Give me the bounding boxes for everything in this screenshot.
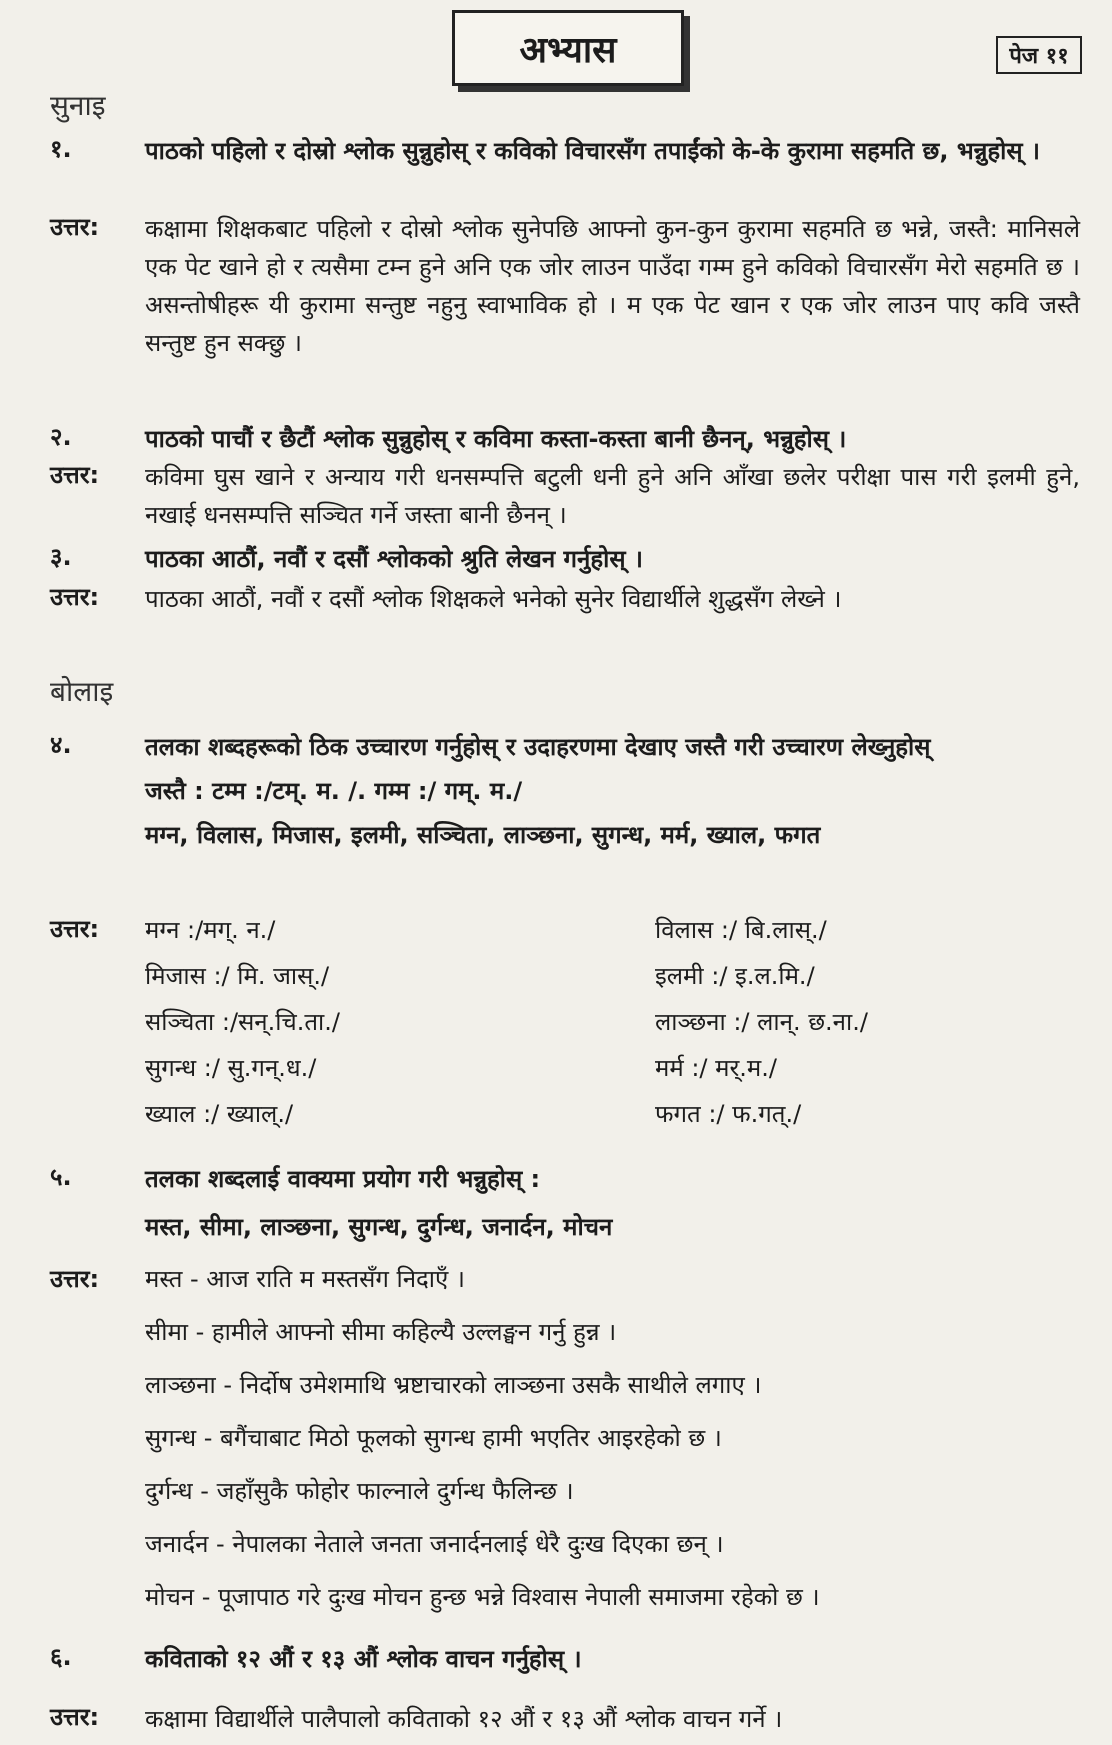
question-4 [50, 728, 1080, 854]
pronunciation-item: मग्न :/मग्. न./ [145, 916, 276, 944]
question-text: पाठका आठौं, नवौं र दसौं श्लोकको श्रुति लेखन गर्नुहोस् । [145, 545, 644, 573]
question-body [145, 1160, 1080, 1246]
answer-2 [50, 458, 1080, 534]
pronunciation-item: लाञ्छना :/ लान्. छ.ना./ [655, 1008, 868, 1036]
question-text: पाठको पाचौं र छैटौं श्लोक सुन्नुहोस् र कविमा कस्ता-कस्ता बानी छैनन्, भन्नुहोस् । [145, 425, 847, 453]
section-heading-speaking: बोलाइ [50, 675, 114, 708]
sentence-item: मोचन - पूजापाठ गरे दुःख मोचन हुन्छ भन्ने विश्वास नेपाली समाजमा रहेको छ । [145, 1583, 820, 1611]
sentence-item: मस्त - आज राति म मस्तसँग निदाएँ । [145, 1265, 466, 1293]
question-number: ५. [50, 1163, 72, 1191]
question-text: कविताको १२ औं र १३ औं श्लोक वाचन गर्नुहोस् । [145, 1645, 582, 1673]
question-number: १. [50, 135, 72, 163]
question-1 [50, 132, 1080, 170]
answer-text: कविमा घुस खाने र अन्याय गरी धनसम्पत्ति बटुली धनी हुने अनि आँखा छलेर परीक्षा पास गरी इलमी हुने, नखाई धनसम्पत्ति सञ्चित गर्ने जस्ता बानी छैनन् । [145, 463, 1080, 529]
question-text: तलका शब्दहरूको ठिक उच्चारण गर्नुहोस् र उदाहरणमा देखाए जस्तै गरी उच्चारण लेख्नुहोस् [145, 733, 931, 761]
pronunciation-item: मर्म :/ मर्.म./ [655, 1054, 777, 1082]
sentence-item: दुर्गन्ध - जहाँसुकै फोहोर फाल्नाले दुर्गन्ध फैलिन्छ । [145, 1477, 574, 1505]
question-number: ६. [50, 1643, 72, 1671]
word-list: मस्त, सीमा, लाञ्छना, सुगन्ध, दुर्गन्ध, जनार्दन, मोचन [145, 1213, 613, 1241]
sentence-item: जनार्दन - नेपालका नेताले जनता जनार्दनलाई धेरै दुःख दिएका छन् । [145, 1530, 724, 1558]
answer-label: उत्तर: [50, 915, 100, 943]
answer-label: उत्तर: [50, 1265, 100, 1293]
pronunciation-item: सुगन्ध :/ सु.गन्.ध./ [145, 1054, 317, 1082]
sentence-answers [145, 1262, 1080, 1633]
question-text: पाठको पहिलो र दोस्रो श्लोक सुन्नुहोस् र कविको विचारसँग तपाईंको के-के कुरामा सहमति छ, भन्नुहोस् । [145, 137, 1041, 165]
page-title: अभ्यास [452, 10, 684, 86]
question-text: तलका शब्दलाई वाक्यमा प्रयोग गरी भन्नुहोस् : [145, 1165, 541, 1193]
answer-text: कक्षामा विद्यार्थीले पालैपालो कविताको १२ औं र १३ औं श्लोक वाचन गर्ने । [145, 1705, 783, 1733]
pronunciation-answers [145, 912, 1065, 1132]
page-number: पेज ११ [996, 36, 1082, 74]
question-body [145, 728, 1080, 854]
pronunciation-item: विलास :/ बि.लास्./ [655, 916, 827, 944]
pronunciation-item: फगत :/ फ.गत्./ [655, 1100, 802, 1128]
pronunciation-item: ख्याल :/ ख्याल्./ [145, 1100, 294, 1128]
sentence-item: सुगन्ध - बगैंचाबाट मिठो फूलको सुगन्ध हामी भएतिर आइरहेको छ । [145, 1424, 722, 1452]
question-number: २. [50, 423, 72, 451]
question-3 [50, 540, 1080, 578]
sentence-item: सीमा - हामीले आफ्नो सीमा कहिल्यै उल्लङ्घन गर्नु हुन्न । [145, 1318, 617, 1346]
pronunciation-item: सञ्चिता :/सन्.चि.ता./ [145, 1008, 340, 1036]
answer-6 [50, 1700, 1080, 1738]
answer-label: उत्तर: [50, 583, 100, 611]
pronunciation-example: जस्तै : टम्म :/टम्. म. /. गम्म :/ गम्. म./ [145, 777, 523, 805]
answer-3 [50, 580, 1080, 618]
question-number: ४. [50, 731, 72, 759]
section-heading-listening: सुनाइ [50, 89, 106, 122]
answer-1 [50, 210, 1080, 362]
answer-text: पाठका आठौं, नवौं र दसौं श्लोक शिक्षकले भनेको सुनेर विद्यार्थीले शुद्धसँग लेख्ने । [145, 585, 842, 613]
answer-label: उत्तर: [50, 461, 100, 489]
question-6 [50, 1640, 1080, 1678]
answer-label: उत्तर: [50, 1703, 100, 1731]
pronunciation-item: मिजास :/ मि. जास्./ [145, 962, 330, 990]
answer-text: कक्षामा शिक्षकबाट पहिलो र दोस्रो श्लोक सुनेपछि आफ्नो कुन-कुन कुरामा सहमति छ भन्ने, जस्तै: मानिसले एक पेट खाने हो र त्यसैमा टम्न हुने अनि एक जोर लाउन पाउँदा गम्म हुने कविको विचारसँग मेरो सहमति छ । असन्तोषीहरू यी कुरामा सन्तुष्ट नहुनु स्वाभाविक हो । म एक पेट खान र एक जोर लाउन पाए कवि जस्तै सन्तुष्ट हुन सक्छु । [145, 215, 1080, 357]
sentence-item: लाञ्छना - निर्दोष उमेशमाथि भ्रष्टाचारको लाञ्छना उसकै साथीले लगाए । [145, 1371, 762, 1399]
answer-label: उत्तर: [50, 213, 100, 241]
pronunciation-item: इलमी :/ इ.ल.मि./ [655, 962, 815, 990]
question-5 [50, 1160, 1080, 1246]
question-2 [50, 420, 1080, 458]
question-number: ३. [50, 543, 72, 571]
word-list: मग्न, विलास, मिजास, इलमी, सञ्चिता, लाञ्छना, सुगन्ध, मर्म, ख्याल, फगत [145, 821, 821, 849]
